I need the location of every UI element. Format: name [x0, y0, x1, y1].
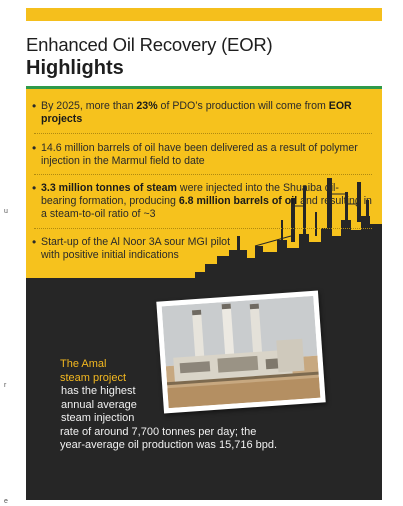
caption-highlight-2: steam project [60, 371, 127, 384]
margin-mark: r [4, 382, 7, 389]
caption-highlight-1: The Amal [60, 358, 107, 370]
highlight-item-4: • Start-up of the Al Noor 3A sour MGI pilot with positive initial indications [32, 235, 231, 261]
bullet-dot: • [32, 99, 37, 113]
bullet-dot: • [32, 181, 37, 195]
highlight-item-2: • 14.6 million barrels of oil have been delivered as a result of polymer injection in the Marmul field to date [32, 141, 358, 167]
margin-mark: e [4, 498, 8, 505]
top-accent-bar [26, 8, 382, 21]
caption-line: annual average [61, 398, 137, 411]
bullet-dot: • [32, 141, 37, 155]
highlight-item-1: • By 2025, more than 23% of PDO’s production will come from EOR projects [32, 99, 352, 125]
caption-line: has the highest [61, 385, 136, 397]
bullet-separator [34, 228, 372, 229]
margin-mark: u [4, 208, 8, 215]
highlight-item-3: • 3.3 million tonnes of steam were injected into the Shuaiba oil-bearing formation, producing 6.8 million barrels of oil and resulting in a steam-to-oil ratio of ~3 [32, 181, 372, 220]
title-line-1: Enhanced Oil Recovery (EOR) [26, 34, 273, 55]
bullet-separator [34, 174, 372, 175]
page-title [26, 34, 382, 80]
caption-line: rate of around 7,700 tonnes per day; the [60, 425, 257, 438]
caption-line: year-average oil production was 15,716 bpd. [60, 439, 278, 451]
bullet-dot: • [32, 235, 37, 249]
bullet-separator [34, 133, 372, 134]
title-line-2: Highlights [26, 57, 124, 79]
caption-line: steam injection [61, 412, 135, 424]
amal-caption [60, 358, 360, 453]
